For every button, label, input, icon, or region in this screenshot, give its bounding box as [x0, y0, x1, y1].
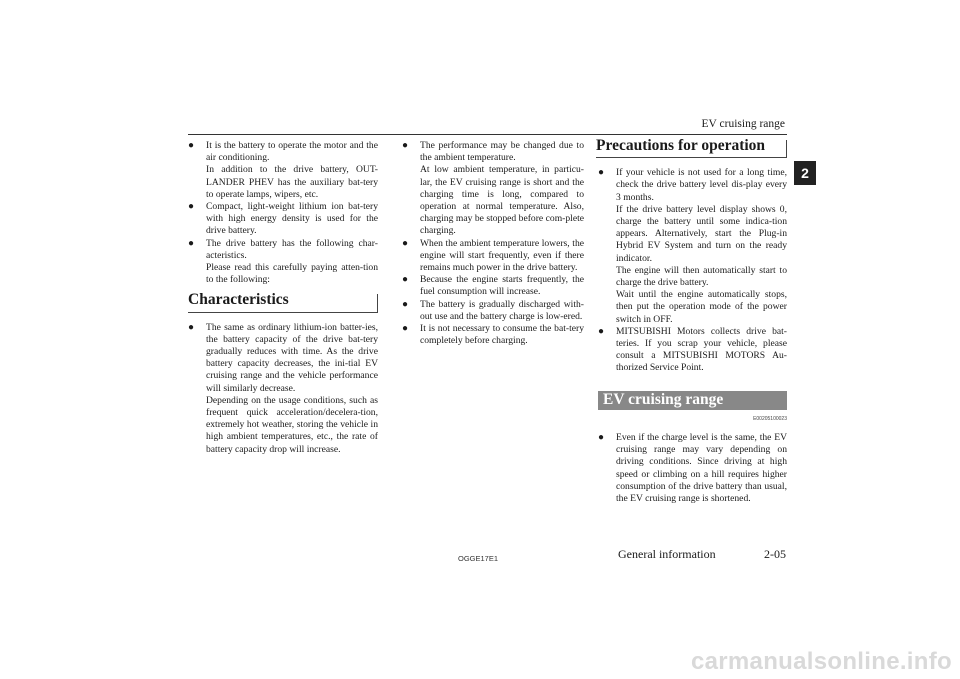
- bullet-text: The battery is gradually discharged with-out use and the battery charge is low-ered.: [420, 298, 584, 322]
- watermark: carmanualsonline.info: [690, 648, 952, 675]
- bullet-item: [598, 167, 787, 326]
- bullet-item: [188, 201, 378, 238]
- bullet-dot: ●: [402, 298, 409, 310]
- bullet-dot: ●: [188, 140, 195, 151]
- bullet-text-extra: At low ambient temperature, in particu-lar, the EV cruising range is short and the charging time is long, compared to operation at normal temperature. Also, charging may be stopped before com-plete charging.: [420, 164, 584, 237]
- bullet-dot: ●: [402, 323, 409, 335]
- bullet-dot: ●: [188, 321, 195, 333]
- bullet-item: [188, 238, 378, 287]
- section-heading-characteristics: Characteristics: [188, 294, 378, 312]
- bullet-text: MITSUBISHI Motors collects drive bat-teries. If you scrap your vehicle, please consult a MITSUBISHI MOTORS Au-thorized Service Point.: [616, 325, 787, 374]
- bullet-text-extra: Depending on the usage conditions, such as frequent quick acceleration/decelera-tion, extremely hot weather, storing the vehicle in high ambient temperatures, etc., the rate of battery capacity drop will increase.: [206, 394, 378, 455]
- chapter-tab: 2: [794, 161, 816, 185]
- bullet-dot: ●: [402, 140, 409, 151]
- bullet-text-extra: Wait until the engine automatically stops, then put the operation mode of the power switch in OFF.: [616, 289, 787, 325]
- section-code: E00205100023: [753, 415, 787, 422]
- bullet-dot: ●: [402, 237, 409, 249]
- bullet-item: [188, 140, 378, 201]
- bullet-text: It is the battery to operate the motor and the air conditioning.: [206, 140, 378, 164]
- bullet-text: Compact, light-weight lithium ion bat-tery with high energy density is used for the drive battery.: [206, 201, 378, 237]
- footer-section-name: General information: [618, 547, 716, 561]
- bullet-item: [188, 322, 378, 456]
- column-2: [402, 140, 584, 347]
- bullet-dot: ●: [188, 237, 195, 249]
- bullet-text-extra: In addition to the drive battery, OUT-LANDER PHEV has the auxiliary bat-tery to operate lamps, wipers, etc.: [206, 164, 378, 200]
- bullet-item: [402, 238, 584, 275]
- header-rule: [188, 134, 787, 135]
- bullet-item: [402, 274, 584, 298]
- bullet-item: [598, 432, 787, 505]
- running-header: EV cruising range: [701, 118, 785, 130]
- bullet-text-extra: Please read this carefully paying atten-tion to the following:: [206, 262, 378, 286]
- bullet-text: The drive battery has the following char-acteristics.: [206, 237, 378, 261]
- bullet-text: When the ambient temperature lowers, the engine will start frequently, even if there remains much power in the drive battery.: [420, 237, 584, 274]
- bullet-text: The same as ordinary lithium-ion batter-ies, the battery capacity of the drive bat-tery gradually reduces with time. As the drive battery capacity decreases, the ini-tial EV cruising range and the vehicle performance will similarly decrease.: [206, 321, 378, 394]
- bullet-text: Even if the charge level is the same, the EV cruising range may vary depending on driving conditions. Since driving at high speed or climbing on a hill requires higher consumption of the drive battery than usual, the EV cruising range is shortened.: [616, 432, 787, 505]
- bullet-dot: ●: [402, 274, 409, 286]
- bullet-text-extra: If the drive battery level display shows 0, charge the battery until some indica-tion appears. Alternatively, start the Plug-in Hybrid EV System and turn on the ready indicator.: [616, 203, 787, 264]
- column-1: [188, 140, 378, 456]
- bullet-text-extra: The engine will then automatically start to charge the drive battery.: [616, 264, 787, 289]
- bullet-dot: ●: [188, 201, 195, 213]
- bullet-text: Because the engine starts frequently, the fuel consumption will increase.: [420, 274, 584, 298]
- bullet-text: If your vehicle is not used for a long time, check the drive battery level dis-play every 3 months.: [616, 167, 787, 203]
- bullet-dot: ●: [598, 325, 605, 337]
- section-banner-ev-cruising-range: EV cruising range: [598, 391, 787, 410]
- bullet-item: [402, 140, 584, 238]
- bullet-item: [402, 323, 584, 347]
- bullet-text: It is not necessary to consume the bat-tery completely before charging.: [420, 323, 584, 347]
- bullet-text: The performance may be changed due to the ambient temperature.: [420, 140, 584, 164]
- footer-doc-code: OGGE17E1: [458, 554, 499, 563]
- footer-page-number: 2-05: [764, 547, 786, 561]
- bullet-dot: ●: [598, 432, 605, 444]
- column-3: [596, 137, 787, 505]
- bullet-dot: ●: [598, 167, 605, 179]
- section-heading-precautions: Precautions for operation: [596, 140, 787, 158]
- bullet-item: [402, 299, 584, 323]
- bullet-item: [598, 326, 787, 375]
